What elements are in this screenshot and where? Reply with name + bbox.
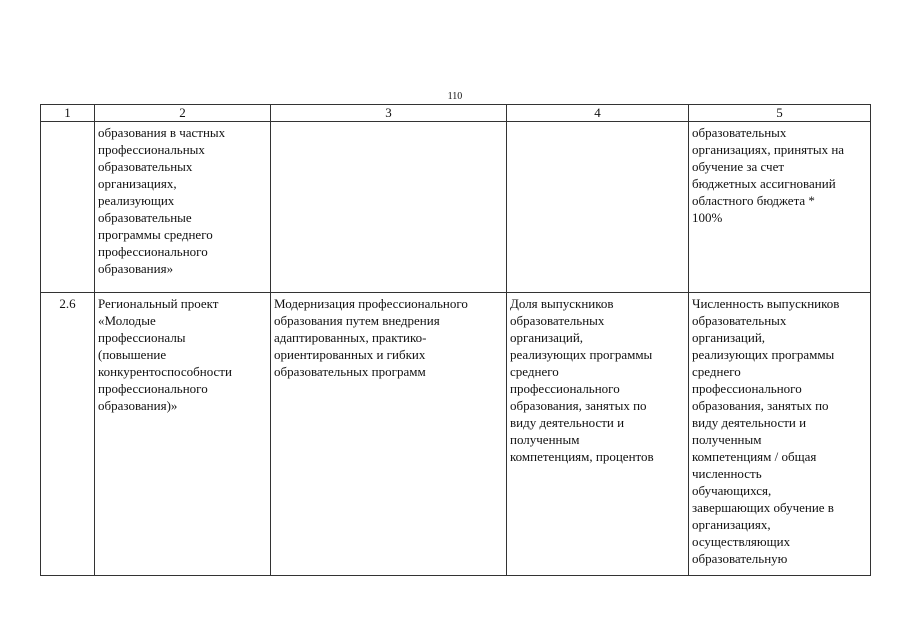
indicator-cell (507, 122, 689, 293)
project-name-cell: Региональный проект «Молодые профессионалы (повышение конкурентоспособности профессионального образования)» (95, 293, 271, 576)
column-header-2: 2 (95, 105, 271, 122)
project-name-cell: образования в частных профессиональных образовательных организациях, реализующих образовательные программы среднего профессионального образования» (95, 122, 271, 293)
table-header-row (41, 105, 871, 122)
calculation-cell: Численность выпускников образовательных организаций, реализующих программы среднего профессионального образования, занятых по виду деятельности и полученным компетенциям / общая численность обучающихся, завершающих обучение в организациях, осуществляющих образовательную (689, 293, 871, 576)
table-row (41, 122, 871, 293)
calculation-cell: образовательных организациях, принятых на обучение за счет бюджетных ассигнований областного бюджета * 100% (689, 122, 871, 293)
task-cell: Модернизация профессионального образования путем внедрения адаптированных, практико- ориентированных и гибких образовательных программ (271, 293, 507, 576)
task-cell (271, 122, 507, 293)
indicator-cell: Доля выпускников образовательных организаций, реализующих программы среднего профессионального образования, занятых по виду деятельности и полученным компетенциям, процентов (507, 293, 689, 576)
column-header-4: 4 (507, 105, 689, 122)
table-row (41, 293, 871, 576)
column-header-5: 5 (689, 105, 871, 122)
document-table (40, 104, 871, 576)
column-header-1: 1 (41, 105, 95, 122)
row-number-cell: 2.6 (41, 293, 95, 576)
column-header-3: 3 (271, 105, 507, 122)
row-number-cell (41, 122, 95, 293)
page-number: 110 (447, 91, 463, 102)
